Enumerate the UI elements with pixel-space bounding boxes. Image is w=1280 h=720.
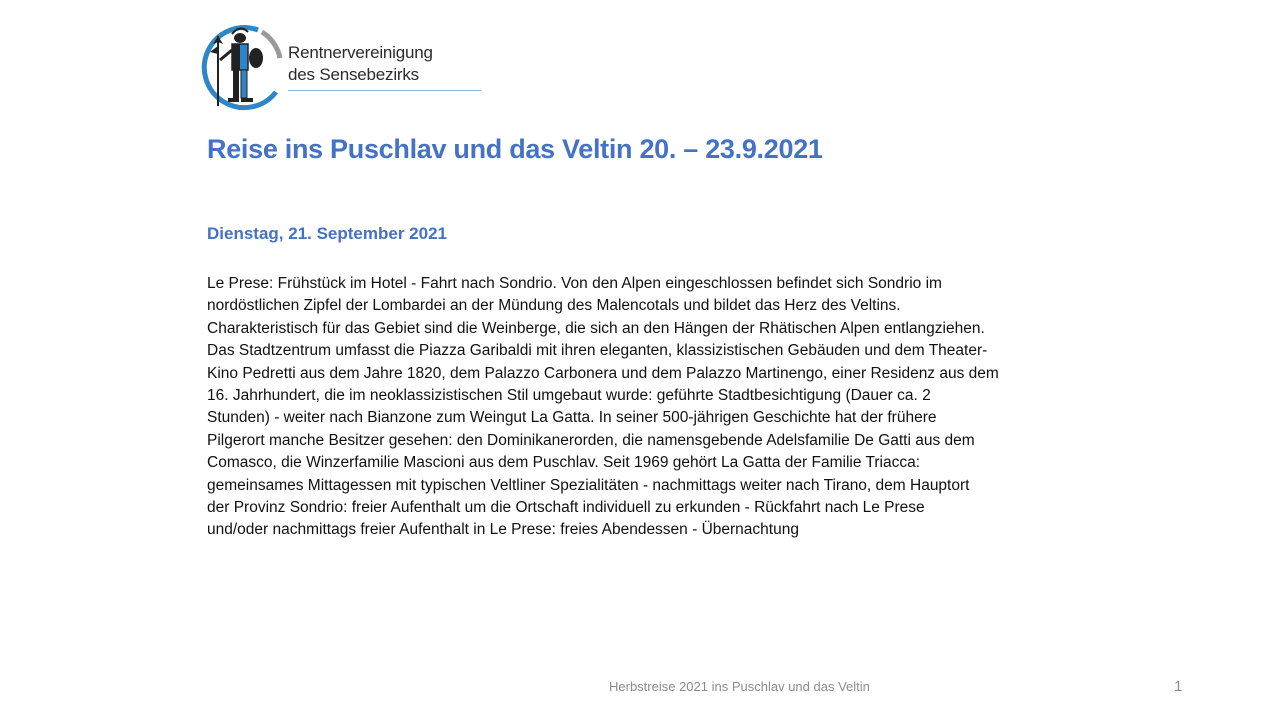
itinerary-line: Stunden) - weiter nach Bianzone zum Weingut La Gatta. In seiner 500-jährigen Geschichte hat der frühere <box>207 409 937 427</box>
itinerary-line: Das Stadtzentrum umfasst die Piazza Garibaldi mit ihren eleganten, klassizistischen Gebäuden und dem Theater- <box>207 342 988 360</box>
itinerary-text <box>207 273 1077 542</box>
organization-name-line2: des Sensebezirks <box>288 65 419 84</box>
slide-title: Reise ins Puschlav und das Veltin 20. – 23.9.2021 <box>207 134 823 164</box>
itinerary-line: Pilgerort manche Besitzer gesehen: den Dominikanerorden, die namensgebende Adelsfamilie De Gatti aus dem <box>207 431 975 449</box>
organization-name-line1: Rentnervereinigung <box>288 43 433 62</box>
slide-footer: Herbstreise 2021 ins Puschlav und das Veltin <box>609 679 870 694</box>
itinerary-line: und/oder nachmittags freier Aufenthalt in Le Prese: freies Abendessen - Übernachtung <box>207 521 799 539</box>
itinerary-line: nordöstlichen Zipfel der Lombardei an der Mündung des Malencotals und bildet das Herz des Veltins. <box>207 297 901 315</box>
day-heading: Dienstag, 21. September 2021 <box>207 224 448 243</box>
itinerary-line: Charakteristisch für das Gebiet sind die Weinberge, die sich an den Hängen der Rhätischen Alpen entlangziehen. <box>207 319 985 337</box>
itinerary-line: 16. Jahrhundert, die im neoklassizistischen Stil umgebaut wurde: geführte Stadtbesichtigung (Dauer ca. 2 <box>207 387 931 405</box>
knight-halberd-icon <box>196 22 288 114</box>
itinerary-line: der Provinz Sondrio: freier Aufenthalt um die Ortschaft individuell zu erkunden - Rückfahrt nach Le Prese <box>207 499 925 517</box>
itinerary-line: Kino Pedretti aus dem Jahre 1820, dem Palazzo Carbonera und dem Palazzo Martinengo, einer Residenz aus dem <box>207 364 999 382</box>
logo-divider <box>288 90 481 91</box>
page-number: 1 <box>1174 678 1183 695</box>
itinerary-line: Comasco, die Winzerfamilie Mascioni aus dem Puschlav. Seit 1969 gehört La Gatta der Familie Triacca: <box>207 454 921 472</box>
itinerary-line: Le Prese: Frühstück im Hotel - Fahrt nach Sondrio. Von den Alpen eingeschlossen befindet sich Sondrio im <box>207 275 942 292</box>
organization-logo <box>196 22 486 114</box>
itinerary-line: gemeinsames Mittagessen mit typischen Veltliner Spezialitäten - nachmittags weiter nach Tirano, dem Hauptort <box>207 476 970 494</box>
